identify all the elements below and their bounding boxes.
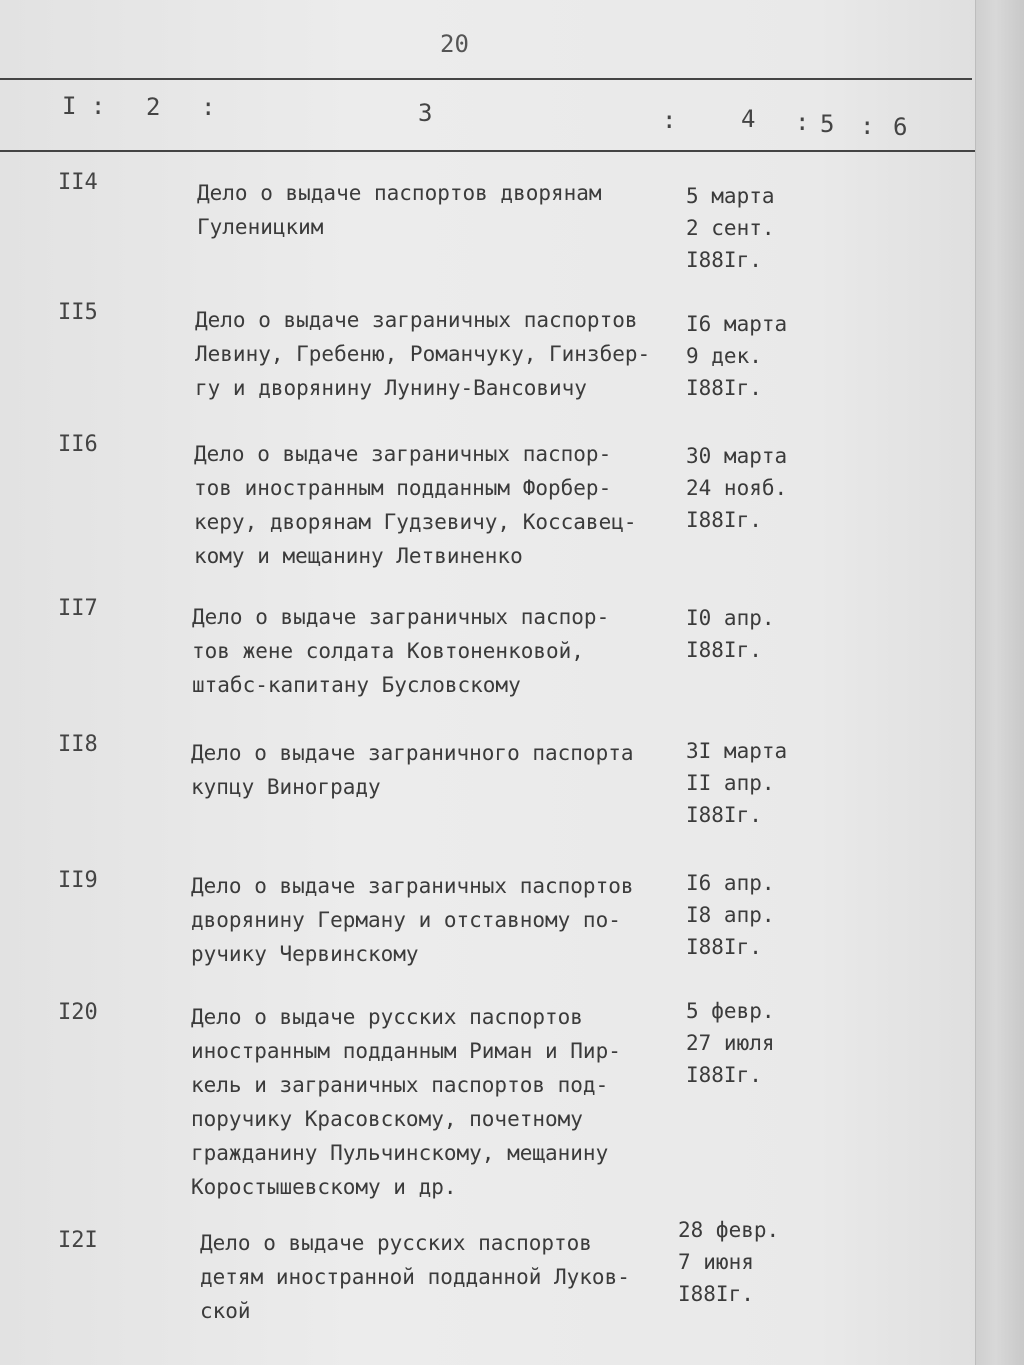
date-line: 3I марта xyxy=(686,739,788,763)
column-header-6: 6 xyxy=(893,113,908,141)
date-line: II апр. xyxy=(686,771,775,795)
entry-dates xyxy=(686,735,787,831)
entry-dates xyxy=(686,440,787,536)
description-line: тов иностранным подданным Форбер- xyxy=(194,476,612,500)
description-line: керу, дворянам Гудзевичу, Коссавец- xyxy=(194,510,637,534)
entry-description xyxy=(191,869,634,971)
header-bottom-rule xyxy=(0,150,975,152)
description-line: Дело о выдаче заграничных паспор- xyxy=(194,442,612,466)
description-line: Левину, Гребеню, Романчуку, Гинзбер- xyxy=(195,342,651,366)
description-line: Дело о выдаче заграничных паспор- xyxy=(192,605,610,629)
date-line: I6 апр. xyxy=(686,871,775,895)
entry-description xyxy=(194,437,637,573)
entry-number: II9 xyxy=(58,868,98,893)
entry-dates xyxy=(686,602,775,666)
entry-number: II7 xyxy=(58,596,98,621)
date-line: I88Iг. xyxy=(686,1063,762,1087)
description-line: гу и дворянину Лунину-Вансовичу xyxy=(195,376,587,400)
entry-description xyxy=(191,736,634,804)
date-line: 30 марта xyxy=(686,444,788,468)
entry-dates xyxy=(678,1214,779,1310)
column-header-5: 5 xyxy=(820,110,835,138)
description-line: дворянину Герману и отставному по- xyxy=(191,908,621,932)
description-line: Дело о выдаче паспортов дворянам xyxy=(197,181,602,205)
column-header-separator: : xyxy=(795,108,810,136)
column-header-4: 4 xyxy=(741,105,756,133)
description-line: ской xyxy=(200,1299,251,1323)
entry-dates xyxy=(686,180,775,276)
description-line: Дело о выдаче заграничных паспортов xyxy=(195,308,638,332)
date-line: I6 марта xyxy=(686,312,788,336)
entry-description xyxy=(195,303,650,405)
entry-description xyxy=(197,176,602,244)
date-line: I88Iг. xyxy=(686,935,762,959)
entry-number: I2I xyxy=(58,1228,98,1253)
date-line: 2 сент. xyxy=(686,216,775,240)
description-line: иностранным подданным Риман и Пир- xyxy=(191,1039,621,1063)
page-number: 20 xyxy=(440,30,469,58)
date-line: 9 дек. xyxy=(686,344,762,368)
entry-number: II8 xyxy=(58,732,98,757)
description-line: Гуленицким xyxy=(197,215,324,239)
header-top-rule xyxy=(0,78,972,80)
description-line: детям иностранной подданной Луков- xyxy=(200,1265,630,1289)
entry-dates xyxy=(686,308,787,404)
entry-number: II5 xyxy=(58,300,98,325)
description-line: Дело о выдаче русских паспортов xyxy=(191,1005,583,1029)
column-header-separator: : xyxy=(662,106,677,134)
description-line: поручику Красовскому, почетному xyxy=(191,1107,583,1131)
entry-dates xyxy=(686,995,775,1091)
description-line: тов жене солдата Ковтоненковой, xyxy=(192,639,584,663)
description-line: ручику Червинскому xyxy=(191,942,419,966)
date-line: I88Iг. xyxy=(686,638,762,662)
date-line: I88Iг. xyxy=(686,803,762,827)
entry-number: II4 xyxy=(58,170,98,195)
description-line: Дело о выдаче заграничных паспортов xyxy=(191,874,634,898)
description-line: штабс-капитану Бусловскому xyxy=(192,673,521,697)
date-line: 28 февр. xyxy=(678,1218,780,1242)
date-line: 7 июня xyxy=(678,1250,754,1274)
description-line: гражданину Пульчинскому, мещанину xyxy=(191,1141,609,1165)
entry-number: II6 xyxy=(58,432,98,457)
description-line: кель и заграничных паспортов под- xyxy=(191,1073,609,1097)
date-line: 5 марта xyxy=(686,184,775,208)
date-line: 5 февр. xyxy=(686,999,775,1023)
date-line: I88Iг. xyxy=(686,508,762,532)
entry-description xyxy=(192,600,609,702)
column-header-separator: : xyxy=(860,112,875,140)
date-line: I88Iг. xyxy=(678,1282,754,1306)
date-line: I88Iг. xyxy=(686,376,762,400)
description-line: кому и мещанину Летвиненко xyxy=(194,544,523,568)
column-header-1: I : xyxy=(62,92,106,120)
description-line: Коростышевскому и др. xyxy=(191,1175,457,1199)
entry-number: I20 xyxy=(58,1000,98,1025)
entry-dates xyxy=(686,867,775,963)
column-header-3: 3 xyxy=(418,99,433,127)
description-line: Дело о выдаче русских паспортов xyxy=(200,1231,592,1255)
description-line: Дело о выдаче заграничного паспорта xyxy=(191,741,634,765)
entry-description xyxy=(191,1000,621,1204)
date-line: 24 нояб. xyxy=(686,476,788,500)
date-line: 27 июля xyxy=(686,1031,775,1055)
column-header-2: 2 xyxy=(146,93,161,121)
date-line: I8 апр. xyxy=(686,903,775,927)
page-edge-shadow xyxy=(975,0,1024,1365)
column-header-separator: : xyxy=(201,93,216,121)
description-line: купцу Винограду xyxy=(191,775,381,799)
date-line: I0 апр. xyxy=(686,606,775,630)
date-line: I88Iг. xyxy=(686,248,762,272)
entry-description xyxy=(200,1226,630,1328)
